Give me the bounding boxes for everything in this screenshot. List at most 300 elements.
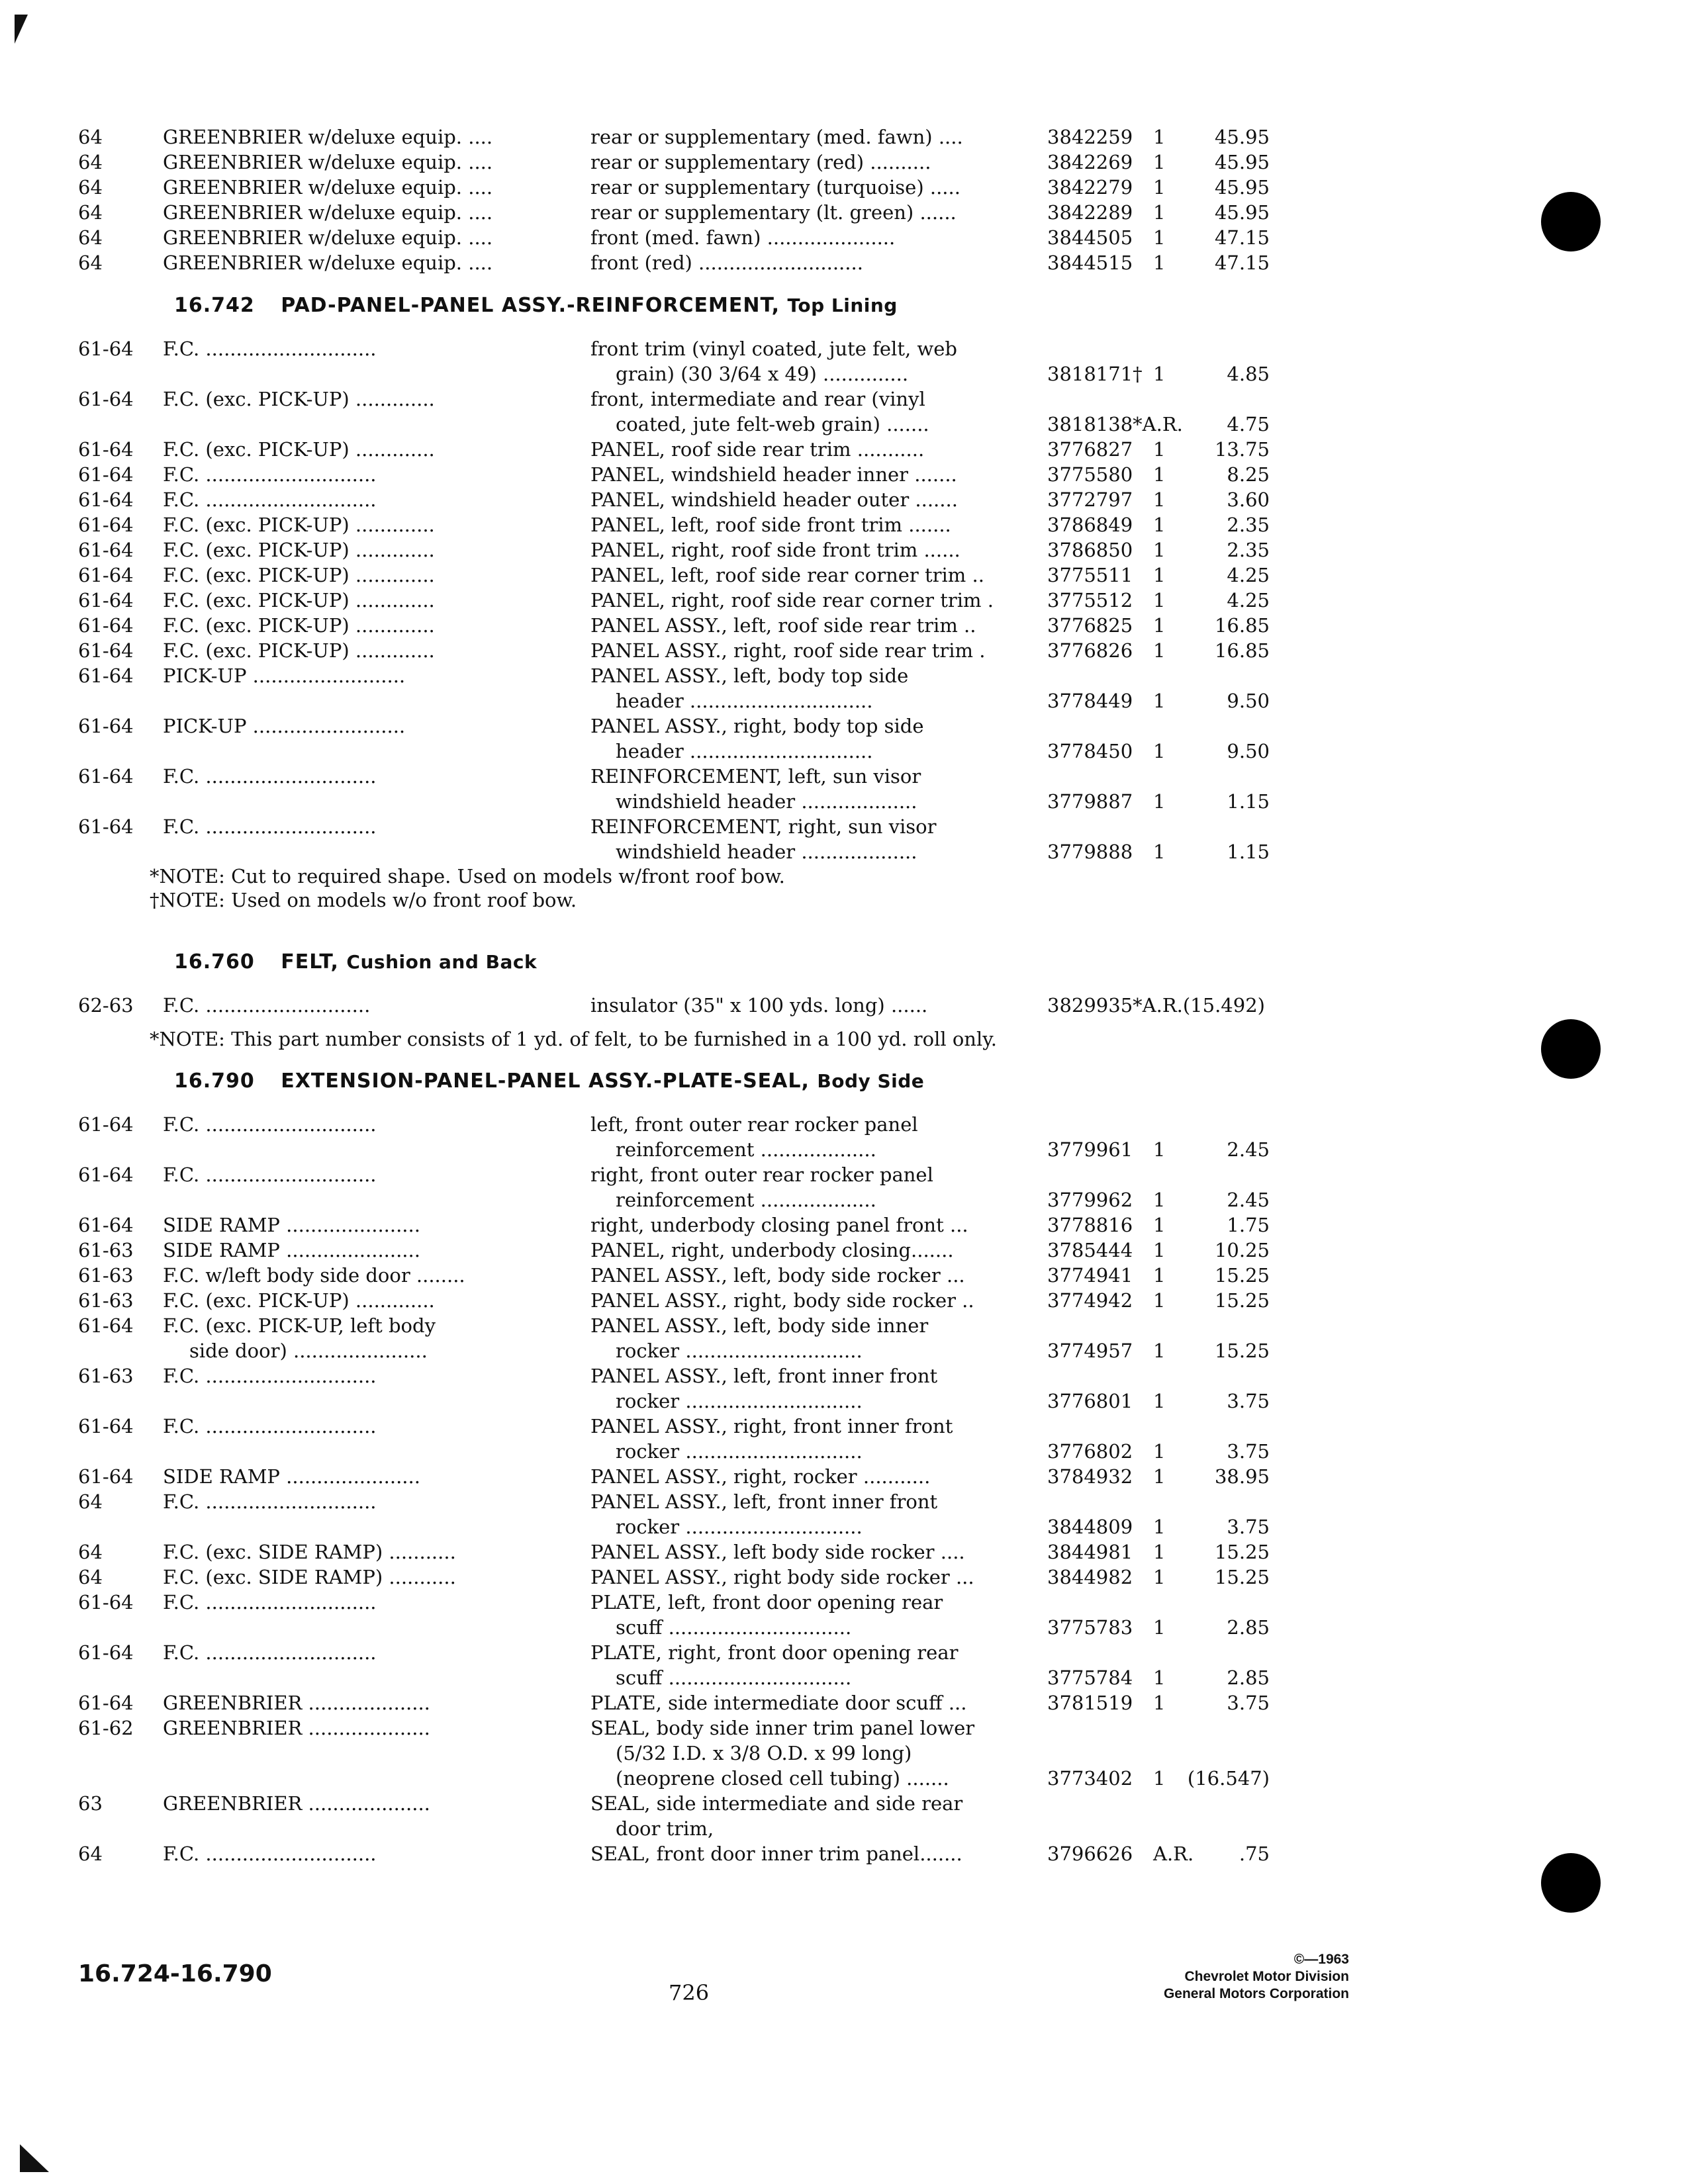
quantity: 1 xyxy=(1153,1767,1166,1790)
description-line-2: grain) (30 3/64 x 49) .............. xyxy=(616,363,909,385)
quantity: 1 xyxy=(1153,539,1166,561)
part-number: 3773402 xyxy=(1047,1767,1133,1790)
description-line: PANEL ASSY., left, roof side rear trim .. xyxy=(590,614,976,637)
section-notes-16-742 xyxy=(78,864,1270,912)
description xyxy=(590,1640,1047,1690)
application-line: GREENBRIER .................... xyxy=(163,1717,430,1739)
description-line: rear or supplementary (turquoise) ..... xyxy=(590,176,961,199)
application xyxy=(163,588,590,613)
application xyxy=(163,814,590,864)
application-line: F.C. (exc. PICK-UP) ............. xyxy=(163,1289,435,1312)
parts-listing xyxy=(78,124,1270,1866)
list-price: 15.25 xyxy=(1214,1566,1270,1588)
application xyxy=(163,1112,590,1162)
description-line: front (red) ........................... xyxy=(590,251,863,274)
list-price: 45.95 xyxy=(1214,176,1270,199)
model-years: 61-64 xyxy=(78,539,134,561)
application xyxy=(163,563,590,588)
parts-row xyxy=(78,1690,1270,1715)
description xyxy=(590,814,1047,864)
description xyxy=(590,1489,1047,1539)
list-price: 2.85 xyxy=(1227,1616,1270,1639)
application-line: SIDE RAMP ...................... xyxy=(163,1465,420,1488)
section-number: 16.742 xyxy=(174,294,255,317)
description-line-2: rocker ............................. xyxy=(616,1440,863,1463)
part-number: 3844982 xyxy=(1047,1566,1133,1588)
model-years: 61-64 xyxy=(78,589,134,612)
description-line: left, front outer rear rocker panel xyxy=(590,1113,918,1136)
description-line: right, front outer rear rocker panel xyxy=(590,1163,933,1186)
description xyxy=(590,150,1047,175)
part-number: 3776827 xyxy=(1047,438,1133,461)
section-rows-16-742 xyxy=(78,336,1270,864)
quantity xyxy=(1153,1816,1184,1841)
application-line: F.C. (exc. PICK-UP) ............. xyxy=(163,639,435,662)
list-price: 45.95 xyxy=(1214,126,1270,148)
section-title: FELT, xyxy=(281,950,339,974)
parts-row xyxy=(78,250,1270,275)
part-number: 3774942 xyxy=(1047,1289,1133,1312)
part-number: 3774957 xyxy=(1047,1340,1133,1362)
description-line-2: rocker ............................. xyxy=(616,1390,863,1412)
model-years: 61-63 xyxy=(78,1239,134,1261)
model-years: 61-64 xyxy=(78,463,134,486)
application xyxy=(163,613,590,638)
application-line: GREENBRIER w/deluxe equip. .... xyxy=(163,226,493,249)
list-price: 8.25 xyxy=(1227,463,1270,486)
description-line: PANEL, roof side rear trim ........... xyxy=(590,438,925,461)
part-number: 3818138*A.R. xyxy=(1047,413,1183,435)
section-number: 16.760 xyxy=(174,950,255,974)
application xyxy=(163,225,590,250)
description xyxy=(590,124,1047,150)
description-line: rear or supplementary (red) .......... xyxy=(590,151,931,173)
parts-row xyxy=(78,588,1270,613)
description-line: SEAL, front door inner trim panel....... xyxy=(590,1843,962,1865)
description xyxy=(590,336,1047,387)
description-line-2: header .............................. xyxy=(616,690,873,712)
parts-row xyxy=(78,150,1270,175)
description-line: PANEL ASSY., left, front inner front xyxy=(590,1365,938,1387)
description xyxy=(590,387,1047,437)
quantity: 1 xyxy=(1153,1616,1166,1639)
parts-row xyxy=(78,1414,1270,1464)
description xyxy=(590,1565,1047,1590)
description xyxy=(590,588,1047,613)
description-line-2: door trim, xyxy=(616,1817,714,1840)
quantity: 1 xyxy=(1153,1516,1166,1538)
application xyxy=(163,336,590,387)
description-line-2: header .............................. xyxy=(616,740,873,762)
section-continued-greenbrier xyxy=(78,124,1270,275)
list-price: 4.85 xyxy=(1227,363,1270,385)
part-number: 3781519 xyxy=(1047,1692,1133,1714)
model-years: 61-63 xyxy=(78,1365,134,1387)
model-years: 61-64 xyxy=(78,1314,134,1337)
part-number: 3776825 xyxy=(1047,614,1133,637)
application xyxy=(163,1464,590,1489)
parts-row xyxy=(78,1640,1270,1690)
quantity: 1 xyxy=(1153,1666,1166,1689)
description-line: PANEL ASSY., right, body top side xyxy=(590,715,924,737)
part-number: 3772797 xyxy=(1047,488,1133,511)
application xyxy=(163,462,590,487)
parts-row xyxy=(78,1489,1270,1539)
corporation-name: General Motors Corporation xyxy=(1163,1986,1349,2001)
parts-row xyxy=(78,225,1270,250)
list-price: 4.25 xyxy=(1227,589,1270,612)
description-line: SEAL, body side inner trim panel lower xyxy=(590,1717,975,1739)
part-number: 3775783 xyxy=(1047,1616,1133,1639)
parts-row xyxy=(78,764,1270,814)
application xyxy=(163,200,590,225)
description xyxy=(590,1212,1047,1238)
list-price: 47.15 xyxy=(1214,226,1270,249)
parts-row xyxy=(78,1464,1270,1489)
parts-row xyxy=(78,1288,1270,1313)
description xyxy=(590,437,1047,462)
quantity: 1 xyxy=(1153,639,1166,662)
model-years: 61-64 xyxy=(78,1692,134,1714)
list-price: 4.75 xyxy=(1227,413,1270,435)
model-years: 64 xyxy=(78,201,103,224)
part-number: 3786850 xyxy=(1047,539,1133,561)
application-line: F.C. ............................ xyxy=(163,1163,377,1186)
description xyxy=(590,1690,1047,1715)
list-price: 2.85 xyxy=(1227,1666,1270,1689)
application xyxy=(163,250,590,275)
application-line: SIDE RAMP ...................... xyxy=(163,1239,420,1261)
description-line: PANEL ASSY., right, roof side rear trim . xyxy=(590,639,986,662)
description xyxy=(590,1715,1047,1791)
description-line: PLATE, right, front door opening rear xyxy=(590,1641,959,1664)
part-number: 3779887 xyxy=(1047,790,1133,813)
description-line: SEAL, side intermediate and side rear xyxy=(590,1792,963,1815)
application xyxy=(163,150,590,175)
page-number: 726 xyxy=(669,1980,710,2005)
part-number: 3778449 xyxy=(1047,690,1133,712)
description xyxy=(590,1539,1047,1565)
model-years: 61-64 xyxy=(78,1591,134,1614)
list-price: 3.75 xyxy=(1227,1390,1270,1412)
parts-row xyxy=(78,1263,1270,1288)
parts-row xyxy=(78,1112,1270,1162)
model-years: 63 xyxy=(78,1792,103,1815)
quantity: 1 xyxy=(1153,438,1166,461)
description xyxy=(590,1791,1047,1841)
list-price: 2.35 xyxy=(1227,514,1270,536)
quantity: 1 xyxy=(1153,1541,1166,1563)
description xyxy=(590,713,1047,764)
application xyxy=(163,1841,590,1866)
application-line: F.C. w/left body side door ........ xyxy=(163,1264,465,1287)
part-number: 3842259 xyxy=(1047,126,1133,148)
part-number: 3774941 xyxy=(1047,1264,1133,1287)
parts-row xyxy=(78,1590,1270,1640)
application xyxy=(163,175,590,200)
application xyxy=(163,1313,590,1363)
application-line: F.C. (exc. PICK-UP) ............. xyxy=(163,438,435,461)
model-years: 61-64 xyxy=(78,765,134,788)
model-years: 61-62 xyxy=(78,1717,134,1739)
parts-row xyxy=(78,437,1270,462)
quantity: 1 xyxy=(1153,126,1166,148)
punch-hole-middle xyxy=(1541,1019,1601,1079)
punch-hole-bottom xyxy=(1541,1853,1601,1913)
list-price: 1.75 xyxy=(1227,1214,1270,1236)
application-line: F.C. ............................ xyxy=(163,1415,377,1437)
parts-row xyxy=(78,512,1270,537)
description xyxy=(590,764,1047,814)
description-line: PANEL ASSY., right, front inner front xyxy=(590,1415,953,1437)
list-price: 3.75 xyxy=(1227,1440,1270,1463)
part-number: 3779888 xyxy=(1047,841,1133,863)
description-line-2: reinforcement ................... xyxy=(616,1189,876,1211)
description xyxy=(590,250,1047,275)
description-line-2: windshield header ................... xyxy=(616,841,917,863)
quantity: 1 xyxy=(1153,463,1166,486)
description-line-2: reinforcement ................... xyxy=(616,1138,876,1161)
quantity: 1 xyxy=(1153,226,1166,249)
application-line: F.C. (exc. PICK-UP) ............. xyxy=(163,614,435,637)
description-line: PANEL, right, roof side rear corner trim . xyxy=(590,589,994,612)
parts-row xyxy=(78,1363,1270,1414)
description-line: PANEL, right, roof side front trim ...... xyxy=(590,539,961,561)
application-line: F.C. ............................ xyxy=(163,765,377,788)
model-years: 61-64 xyxy=(78,1415,134,1437)
application xyxy=(163,124,590,150)
list-price: 15.25 xyxy=(1214,1541,1270,1563)
application-line: F.C. ............................ xyxy=(163,488,377,511)
model-years: 61-64 xyxy=(78,488,134,511)
application-line: F.C. ........................... xyxy=(163,994,371,1017)
list-price: 9.50 xyxy=(1227,690,1270,712)
description xyxy=(590,663,1047,713)
quantity: 1 xyxy=(1153,176,1166,199)
list-price: 15.25 xyxy=(1214,1264,1270,1287)
application xyxy=(163,713,590,764)
part-number: 3779961 xyxy=(1047,1138,1133,1161)
model-years: 61-64 xyxy=(78,1641,134,1664)
list-price: 13.75 xyxy=(1214,438,1270,461)
quantity: 1 xyxy=(1153,1214,1166,1236)
description-line: front, intermediate and rear (vinyl xyxy=(590,388,925,410)
description xyxy=(590,638,1047,663)
section-heading-16-760 xyxy=(78,932,1270,993)
list-price xyxy=(1184,993,1270,1018)
model-years: 64 xyxy=(78,226,103,249)
list-price: 2.45 xyxy=(1227,1138,1270,1161)
list-price: 38.95 xyxy=(1214,1465,1270,1488)
application-line: F.C. (exc. SIDE RAMP) ........... xyxy=(163,1566,456,1588)
quantity: 1 xyxy=(1153,1138,1166,1161)
model-years: 61-64 xyxy=(78,1465,134,1488)
application-line: F.C. ............................ xyxy=(163,1843,377,1865)
description-line: front trim (vinyl coated, jute felt, web xyxy=(590,338,957,360)
description-line: PLATE, left, front door opening rear xyxy=(590,1591,943,1614)
application xyxy=(163,1212,590,1238)
application xyxy=(163,1263,590,1288)
application-line: F.C. (exc. PICK-UP) ............. xyxy=(163,564,435,586)
parts-row xyxy=(78,1162,1270,1212)
list-price: .75 xyxy=(1239,1843,1270,1865)
application xyxy=(163,1489,590,1539)
model-years: 61-64 xyxy=(78,438,134,461)
description xyxy=(590,200,1047,225)
model-years: 64 xyxy=(78,251,103,274)
description xyxy=(590,1112,1047,1162)
quantity: 1 xyxy=(1153,514,1166,536)
application xyxy=(163,1414,590,1464)
application-line: GREENBRIER w/deluxe equip. .... xyxy=(163,251,493,274)
quantity: 1 xyxy=(1153,151,1166,173)
model-years: 61-64 xyxy=(78,564,134,586)
part-number: 3844515 xyxy=(1047,251,1133,274)
application-line: GREENBRIER w/deluxe equip. .... xyxy=(163,151,493,173)
application-line: F.C. (exc. PICK-UP) ............. xyxy=(163,539,435,561)
model-years: 64 xyxy=(78,1566,103,1588)
part-number: 3775580 xyxy=(1047,463,1133,486)
section-subtitle: Body Side xyxy=(817,1070,925,1092)
model-years: 61-64 xyxy=(78,338,134,360)
top-left-registration-mark xyxy=(15,15,28,44)
parts-row xyxy=(78,175,1270,200)
parts-row xyxy=(78,563,1270,588)
application-line: GREENBRIER w/deluxe equip. .... xyxy=(163,126,493,148)
part-number: 3844505 xyxy=(1047,226,1133,249)
part-number: 3784932 xyxy=(1047,1465,1133,1488)
part-number: 3829935*A.R.(15.492) xyxy=(1047,994,1265,1017)
list-price: 45.95 xyxy=(1214,151,1270,173)
application-line: GREENBRIER .................... xyxy=(163,1692,430,1714)
quantity: 1 xyxy=(1153,1239,1166,1261)
description xyxy=(590,512,1047,537)
list-price: (16.547) xyxy=(1187,1767,1270,1790)
parts-row xyxy=(78,336,1270,387)
description xyxy=(590,1841,1047,1866)
description-line: rear or supplementary (med. fawn) .... xyxy=(590,126,963,148)
description xyxy=(590,1590,1047,1640)
quantity: 1 xyxy=(1153,589,1166,612)
section-number: 16.790 xyxy=(174,1069,255,1093)
application-line: SIDE RAMP ...................... xyxy=(163,1214,420,1236)
parts-row xyxy=(78,462,1270,487)
quantity: 1 xyxy=(1153,790,1166,813)
parts-row xyxy=(78,1313,1270,1363)
quantity xyxy=(1153,412,1184,437)
parts-row xyxy=(78,1715,1270,1791)
description-line: rear or supplementary (lt. green) ...... xyxy=(590,201,957,224)
application xyxy=(163,1363,590,1414)
section-rows-16-790 xyxy=(78,1112,1270,1866)
model-years: 64 xyxy=(78,1843,103,1865)
application-line: F.C. ............................ xyxy=(163,1490,377,1513)
description-line: PANEL, windshield header inner ....... xyxy=(590,463,957,486)
description-line-2: scuff .............................. xyxy=(616,1616,852,1639)
application-line: F.C. (exc. PICK-UP) ............. xyxy=(163,514,435,536)
quantity: 1 xyxy=(1153,363,1166,385)
application xyxy=(163,1590,590,1640)
application xyxy=(163,993,590,1018)
model-years: 64 xyxy=(78,151,103,173)
parts-row xyxy=(78,1565,1270,1590)
punch-hole-top xyxy=(1541,192,1601,251)
description-line: right, underbody closing panel front ... xyxy=(590,1214,968,1236)
description-line: PLATE, side intermediate door scuff ... xyxy=(590,1692,967,1714)
part-number: 3796626 xyxy=(1047,1843,1133,1865)
division-name: Chevrolet Motor Division xyxy=(1184,1969,1349,1984)
parts-row xyxy=(78,1238,1270,1263)
application-line: F.C. ............................ xyxy=(163,1365,377,1387)
application xyxy=(163,537,590,563)
description-line: PANEL ASSY., left, body side inner xyxy=(590,1314,929,1337)
model-years: 62-63 xyxy=(78,994,134,1017)
quantity: 1 xyxy=(1153,1465,1166,1488)
section-title: PAD-PANEL-PANEL ASSY.-REINFORCEMENT, xyxy=(281,294,780,317)
list-price: 15.25 xyxy=(1214,1289,1270,1312)
application xyxy=(163,764,590,814)
part-number: 3778450 xyxy=(1047,740,1133,762)
bottom-left-registration-mark xyxy=(20,2144,49,2172)
application-line: F.C. ............................ xyxy=(163,1113,377,1136)
part-number: 3842269 xyxy=(1047,151,1133,173)
footnote: †NOTE: Used on models w/o front roof bow. xyxy=(150,889,577,911)
application xyxy=(163,512,590,537)
description-line: PANEL ASSY., left, front inner front xyxy=(590,1490,938,1513)
parts-row xyxy=(78,1539,1270,1565)
model-years: 61-63 xyxy=(78,1264,134,1287)
description xyxy=(590,1464,1047,1489)
footnote: *NOTE: This part number consists of 1 yd. of felt, to be furnished in a 100 yd. roll only. xyxy=(150,1028,997,1050)
description xyxy=(590,1363,1047,1414)
application xyxy=(163,638,590,663)
list-price: 2.35 xyxy=(1227,539,1270,561)
description-line: PANEL ASSY., left, body side rocker ... xyxy=(590,1264,965,1287)
part-number: 3776801 xyxy=(1047,1390,1133,1412)
description xyxy=(590,1313,1047,1363)
application-line-2: side door) ...................... xyxy=(189,1340,428,1362)
description-line-2: rocker ............................. xyxy=(616,1516,863,1538)
model-years: 61-64 xyxy=(78,815,134,838)
parts-row xyxy=(78,124,1270,150)
application-line: F.C. ............................ xyxy=(163,815,377,838)
application xyxy=(163,1690,590,1715)
model-years: 64 xyxy=(78,126,103,148)
part-number: 3844981 xyxy=(1047,1541,1133,1563)
part-number: 3786849 xyxy=(1047,514,1133,536)
quantity: 1 xyxy=(1153,1340,1166,1362)
list-price: 9.50 xyxy=(1227,740,1270,762)
list-price: 10.25 xyxy=(1214,1239,1270,1261)
part-number: 3844809 xyxy=(1047,1516,1133,1538)
part-number: 3818171† xyxy=(1047,363,1143,385)
description xyxy=(590,225,1047,250)
description-line-2: windshield header ................... xyxy=(616,790,917,813)
application-line: F.C. ............................ xyxy=(163,1641,377,1664)
quantity: 1 xyxy=(1153,614,1166,637)
parts-row xyxy=(78,537,1270,563)
model-years: 61-64 xyxy=(78,1214,134,1236)
quantity: 1 xyxy=(1153,740,1166,762)
application xyxy=(163,1162,590,1212)
list-price: 4.25 xyxy=(1227,564,1270,586)
application xyxy=(163,487,590,512)
quantity: 1 xyxy=(1153,690,1166,712)
quantity: 1 xyxy=(1153,1692,1166,1714)
section-heading-16-742 xyxy=(78,275,1270,336)
model-years: 61-64 xyxy=(78,664,134,687)
list-price: 15.25 xyxy=(1214,1340,1270,1362)
